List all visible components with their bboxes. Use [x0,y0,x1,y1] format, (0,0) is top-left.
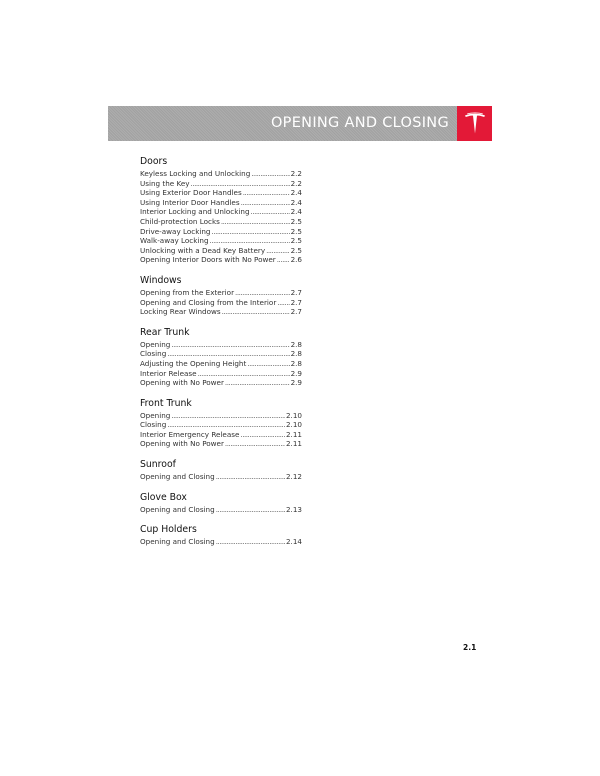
toc-entry[interactable] [140,179,302,189]
toc-entry[interactable] [140,537,302,547]
chapter-banner [108,106,492,141]
dot-leader [235,288,290,298]
toc-entry[interactable] [140,198,302,208]
dot-leader [171,411,285,421]
toc-entry-page: 2.5 [290,216,302,226]
toc-entry[interactable] [140,411,302,421]
toc-entry-label: Opening with No Power [140,439,224,449]
toc-entry-label: Opening and Closing [140,504,215,514]
toc-entry-page: 2.14 [285,537,302,547]
toc-entry-page: 2.5 [290,245,302,255]
toc-entry-page: 2.13 [285,504,302,514]
toc-entry[interactable] [140,420,302,430]
toc-section [140,458,302,482]
toc-entry-label: Using Exterior Door Handles [140,188,242,198]
dot-leader [222,307,290,317]
toc-entry[interactable] [140,439,302,449]
toc-entry-page: 2.2 [290,178,302,188]
toc-entry-label: Opening [140,339,171,349]
toc-section [140,491,302,515]
section-title: Doors [140,156,168,167]
toc-entry-label: Interior Emergency Release [140,429,240,439]
toc-entry-label: Adjusting the Opening Height [140,358,247,368]
page-number: 2.1 [463,643,477,652]
dot-leader [212,227,290,237]
toc-entry-page: 2.7 [290,297,302,307]
toc-entry[interactable] [140,227,302,237]
toc-entry-label: Keyless Locking and Unlocking [140,169,251,178]
chapter-title: OPENING AND CLOSING [270,115,449,131]
dot-leader [251,207,290,217]
toc-entry-label: Walk-away Locking [140,236,209,246]
toc-entry-page: 2.8 [290,358,302,368]
dot-leader [210,236,290,246]
toc-entry[interactable] [140,340,302,350]
toc-entry-label: Interior Release [140,368,197,378]
toc-entry-page: 2.5 [290,226,302,236]
dot-leader [277,298,289,308]
toc-entry-label: Opening [140,410,171,420]
section-title: Windows [140,274,182,286]
dot-leader [241,198,290,208]
toc-entry-page: 2.7 [290,307,302,317]
toc-entry-label: Using Interior Door Handles [140,197,240,207]
toc-entry-page: 2.10 [285,420,302,430]
toc-entry-label: Opening Interior Doors with No Power [140,255,276,265]
toc-entry-label: Drive-away Locking [140,226,211,236]
toc-entry-page: 2.4 [290,207,302,217]
toc-entry[interactable] [140,246,302,256]
section-title: Rear Trunk [140,326,190,338]
dot-leader [216,505,285,515]
toc-entry-label: Opening with No Power [140,378,224,388]
toc-entry-page: 2.4 [290,197,302,207]
dot-leader [216,472,285,482]
toc-entry-label: Opening from the Exterior [140,287,235,297]
toc-entry-page: 2.8 [290,349,302,359]
toc-entry-page: 2.7 [290,287,302,297]
toc-entry-page: 2.9 [290,368,302,378]
toc-entry-label: Closing [140,420,167,430]
toc-section [140,155,302,265]
toc-entry[interactable] [140,359,302,369]
toc-entry-page: 2.11 [285,439,302,449]
section-title: Sunroof [140,459,176,471]
toc-entry-page: 2.12 [285,472,302,482]
toc-entry-page: 2.4 [290,188,302,198]
toc-entry-label: Child-protection Locks [140,216,220,226]
toc-entry-page: 2.8 [290,339,302,349]
toc-entry[interactable] [140,378,302,388]
toc-section [140,523,302,547]
dot-leader [247,359,289,369]
dot-leader [221,217,290,227]
toc-section [140,326,302,388]
dot-leader [277,255,290,265]
toc-entry-page: 2.9 [290,378,302,388]
dot-leader [167,420,285,430]
toc-entry-label: Opening and Closing [140,537,215,547]
toc-entry-label: Unlocking with a Dead Key Battery [140,245,266,255]
toc-entry-page: 2.10 [285,410,302,420]
toc-entry[interactable] [140,217,302,227]
toc-entry[interactable] [140,369,302,379]
toc-entry[interactable] [140,472,302,482]
section-title: Front Trunk [140,397,192,409]
toc-entry-page: 2.11 [285,429,302,439]
toc-entry-label: Opening and Closing from the Interior [140,297,277,307]
toc-entry[interactable] [140,188,302,198]
toc-entry-label: Interior Locking and Unlocking [140,207,250,217]
toc-entry[interactable] [140,505,302,515]
toc-entry-page: 2.5 [290,236,302,246]
toc-entry[interactable] [140,255,302,265]
toc-section [140,397,302,449]
toc-entry[interactable] [140,169,302,179]
toc-entry[interactable] [140,288,302,298]
section-title: Cup Holders [140,524,197,536]
dot-leader [251,169,289,179]
logo-box [457,106,492,141]
toc-entry[interactable] [140,349,302,359]
dot-leader [266,246,289,256]
toc-entry[interactable] [140,307,302,317]
toc-section [140,274,302,317]
toc-entry[interactable] [140,236,302,246]
dot-leader [240,430,285,440]
toc-entry-page: 2.6 [290,255,302,265]
dot-leader [243,188,290,198]
toc-entry-page: 2.2 [290,169,302,178]
toc-entry-label: Locking Rear Windows [140,307,221,317]
toc-entry-label: Using the Key [140,178,190,188]
dot-leader [167,349,289,359]
toc-entry[interactable] [140,298,302,308]
toc-entry[interactable] [140,207,302,217]
section-title: Glove Box [140,491,187,503]
dot-leader [216,537,285,547]
dot-leader [198,369,290,379]
dot-leader [191,179,290,189]
toc-entry-label: Closing [140,349,167,359]
toc-entry[interactable] [140,430,302,440]
tesla-logo-icon [464,112,486,136]
toc-entry-label: Opening and Closing [140,472,215,482]
dot-leader [225,439,285,449]
table-of-contents [140,155,302,556]
dot-leader [171,340,289,350]
dot-leader [225,378,290,388]
